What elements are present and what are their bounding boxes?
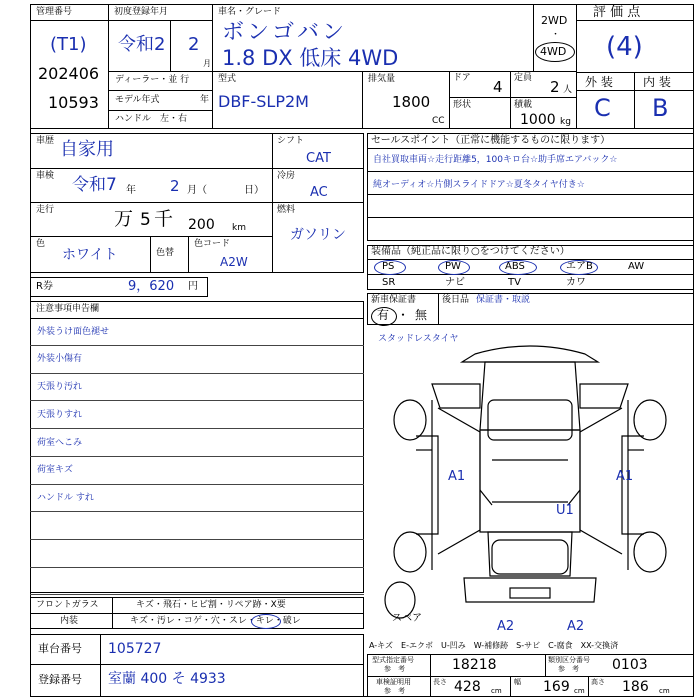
exterior-label: 外 装 [585,75,613,89]
warranty-sep: ・ [397,308,410,322]
eval-score: (4) [606,32,643,62]
ac-label: 冷房 [277,171,296,181]
interior-scuff-circle [251,614,281,629]
chassis-value: 105727 [108,641,162,657]
recycle-box [30,277,208,297]
damage-mark: U1 [556,503,574,518]
ref-label-1: 参 考 [384,665,405,673]
width-unit: cm [574,687,585,695]
displacement: 1800 [392,93,431,111]
class-label: 類別区分番号 [548,656,590,664]
notes-rule-line [30,567,364,568]
cc-unit: CC [432,116,445,126]
notes-rule-line [30,539,364,540]
ac-value: AC [310,185,328,200]
rule-value: 保証書・取説 [476,295,531,305]
insp-month: 2 [170,177,180,195]
month-unit: 月 [203,59,211,68]
name-label: 車名・グレード [218,7,282,17]
damage-mark: A1 [616,469,634,484]
note-item: 外装小傷有 [37,354,83,364]
mgmt-prefix: (T1) [50,34,87,55]
notes-rule-line [30,428,364,429]
shape-label: 形状 [453,100,472,110]
tire-note: スタッドレスタイヤ [378,334,459,344]
km-unit: km [232,223,246,233]
width-label: 幅 [514,678,521,686]
note-item: 天張り汚れ [37,382,83,392]
length-unit: cm [491,687,502,695]
recycle-label: R券 [36,281,53,292]
load: 1000 [520,112,556,128]
door-label: ドア [453,73,471,83]
handle-label: ハンドル 左・右 [115,114,188,124]
mgmt-no2: 10593 [48,93,99,112]
rule-label: 後日品 [442,295,470,305]
type-label: 型式 [218,74,237,84]
interior-label: 内 装 [643,75,671,89]
history-label: 車歴 [36,136,55,146]
interior-label: 内装 [60,616,79,626]
insp-era: 令和7 [72,175,117,195]
sales-line1: 自社買取車両☆走行距離5，100キロ台☆助手席エアバック☆ [373,155,618,165]
reg-month: 2 [188,34,200,55]
warranty-yes: 有 [377,308,390,322]
interior-grade: B [652,94,669,122]
class-value: 0103 [612,657,648,673]
insp-day-unit: 日） [244,185,264,196]
damage-mark: A1 [448,469,466,484]
equip-aw: AW [628,261,645,272]
mgmt-no-label: 管理番号 [36,7,73,17]
fuel-value: ガソリン [290,227,346,243]
capacity: 2 [550,78,560,96]
exterior-grade: C [594,94,611,122]
drive-2wd: 2WD [541,14,568,27]
note-item: 荷室キズ [37,465,73,475]
type-spec-label: 型式指定番号 [372,656,414,664]
front-glass-label: フロントガラス [36,600,99,610]
mgmt-no: 202406 [38,64,100,83]
notes-rule-line [30,484,364,485]
cert-label: 車検証明用 [376,678,411,686]
recycle-value: 9，620 [128,279,175,294]
car-diagram [380,340,680,640]
width-value: 169 [543,679,570,695]
door: 4 [493,78,503,96]
ref-label-2: 参 考 [558,665,579,673]
yen-unit: 円 [188,281,198,292]
fuel-label: 燃料 [277,205,296,215]
mileage-label: 走行 [36,205,55,215]
note-item: ハンドル すれ [37,493,94,503]
plate-value: 室蘭 400 そ 4933 [108,671,226,687]
notes-rule-line [30,400,364,401]
notes-rule-line [30,594,364,595]
damage-mark: A2 [567,619,585,634]
equip-sr: SR [382,277,396,288]
mileage-sen: 千 [154,208,174,230]
note-item: 外装うけ面色褪せ [37,327,110,337]
length-label: 長さ [433,678,447,686]
equip-tv: TV [508,277,521,288]
damage-mark: A2 [497,619,515,634]
spare-label: スペア [392,613,422,624]
color-change-label: 色替 [156,248,175,258]
color-code: A2W [220,255,248,269]
reg-era: 令和2 [118,34,166,55]
damage-legend: A-キズ E-エクボ U-凹み W-補修跡 S-サビ C-腐食 XX-交換済 [369,641,619,650]
color-value: ホワイト [62,247,118,263]
year-unit: 年 [200,95,210,105]
capacity-label: 定員 [514,73,533,83]
history-value: 自家用 [60,139,114,160]
load-label: 積載 [514,100,533,110]
eval-label: 評 価 点 [593,5,641,20]
notes-rule-line [30,456,364,457]
height-label: 高さ [591,678,605,686]
inspection-label: 車検 [36,171,55,181]
interior-value: キズ・汚レ・コゲ・穴・スレ・キレ・破レ [130,616,301,626]
note-item: 天張りすれ [37,410,83,420]
equip-ps: PS [382,261,395,272]
note-item: 荷室へこみ [37,438,83,448]
ref-label-3: 参 考 [384,687,405,695]
notes-rule-line [30,345,364,346]
sales-label: セールスポイント（正常に機能するものに限ります） [371,135,611,146]
chassis-label: 車台番号 [38,642,82,655]
equipment-label: 装備品（純正品に限り○をつけてください） [371,246,570,257]
equip-pw: PW [445,261,461,272]
grade: 1.8 DX 低床 4WD [222,46,399,70]
shift-value: CAT [306,151,331,166]
dealer-label: ディーラー・並 行 [115,75,190,85]
mileage-5: 5 [140,210,151,230]
drive-dot: ・ [551,30,561,40]
capacity-unit: 人 [563,85,573,95]
equip-airbag: エアB [566,261,593,272]
mileage-200: 200 [188,217,215,233]
type-value: DBF-SLP2M [218,92,309,111]
drive-4wd: 4WD [540,45,567,58]
height-unit: cm [659,687,670,695]
notes-rule-line [30,373,364,374]
notes-rule-line [30,511,364,512]
warranty-no: 無 [415,308,428,322]
color-code-label: 色コード [194,239,231,249]
shift-label: シフト [277,136,305,146]
front-glass-value: キズ・飛石・ヒビ割・リペア跡・X要 [136,600,286,610]
type-spec-value: 18218 [452,657,497,673]
insp-month-unit: 月（ [187,185,207,196]
sales-line2: 純オーディオ☆片側スライドドア☆夏冬タイヤ付き☆ [373,180,585,190]
first-reg-label: 初度登録年月 [114,7,169,17]
notes-label: 注意事項申告欄 [36,304,100,314]
height-value: 186 [622,679,649,695]
equip-navi: ナビ [445,277,465,288]
equip-leather: カワ [566,277,586,288]
mileage-man: 万 [114,208,134,230]
model-year-label: モデル年式 [115,95,160,105]
insp-year-unit: 年 [126,185,136,196]
plate-label: 登録番号 [38,673,82,686]
color-label: 色 [36,239,46,249]
warranty-label: 新車保証書 [371,295,417,305]
length-value: 428 [454,679,481,695]
equip-abs: ABS [505,261,525,272]
car-name: ボンゴバン [222,20,348,45]
displacement-label: 排気量 [368,74,396,84]
kg-unit: kg [560,117,571,127]
